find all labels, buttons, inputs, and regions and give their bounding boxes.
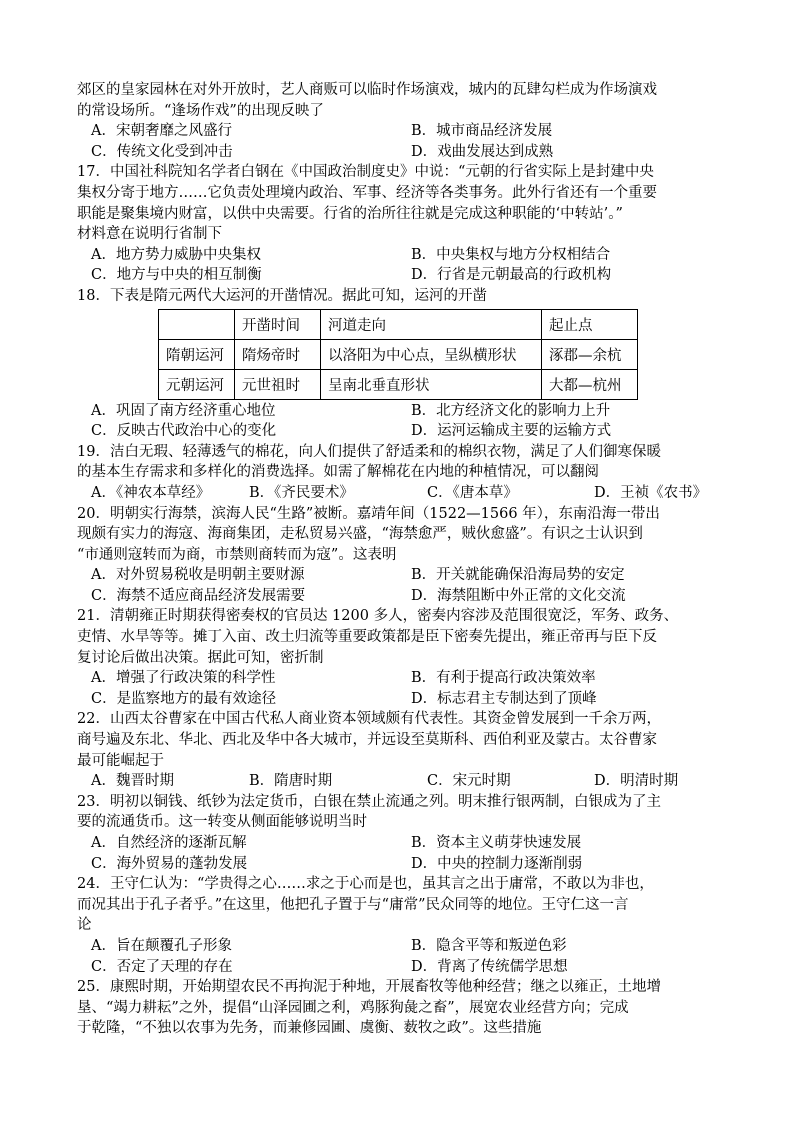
q19-option-c: C．《唐本草》 [427,484,518,501]
q23-line-2: 要的流通货币。这一转变从侧面能够说明当时 [77,814,367,831]
q20-line-2: 现颇有实力的海寇、海商集团，走私贸易兴盛，“海禁愈严，贼伙愈盛”。有识之士认识到 [77,526,643,543]
canal-table-header-time: 开凿时间 [235,309,321,339]
q19-option-d: D．王祯《农书》 [594,484,708,501]
q23-options-row-1 [77,833,717,854]
q24-line-2: 而况其出于孔子者乎。”在这里，他把孔子置于与“庸常”民众同等的地位。王守仁这一言 [77,896,629,913]
canal-table-cell: 隋炀帝时 [235,339,321,369]
q23-option-a: A．自然经济的逐渐瓦解 [91,835,247,851]
q20-option-b: B．开关就能确保沿海局势的安定 [411,567,625,584]
q19-options-row [77,483,717,504]
q22-option-b: B．隋唐时期 [249,773,333,790]
canal-table-header-row [159,309,638,339]
q23-option-b: B．资本主义萌芽快速发展 [411,835,582,851]
q23-option-d: D．中央的控制力逐渐削弱 [411,855,583,872]
q20-line-1: 20．明朝实行海禁，滨海人民“生路”被断。嘉靖年间（1522—1566 年），东南沿海一带出 [77,505,660,522]
q17-option-b: B．中央集权与地方分权相结合 [411,246,611,263]
canal-table-header-direction: 河道走向 [321,309,542,339]
q19-option-b: B．《齐民要术》 [249,484,354,501]
q16-options-row-2 [77,142,717,163]
canal-table-cell: 呈南北垂直形状 [321,369,542,399]
q24-options-row-1 [77,936,717,957]
q22-line-1: 22．山西太谷曹家在中国古代私人商业资本领域颇有代表性。其资金曾发展到一千余万两， [77,711,661,728]
q20-option-c: C．海禁不适应商品经济发展需要 [91,587,306,604]
q21-line-1: 21．清朝雍正时期获得密奏权的官员达 1200 多人，密奏内容涉及范围很宽泛，军务、政务、 [77,608,679,625]
q17-line-3: 职能是聚集境内财富，以供中央需要。行省的治所往往就是完成这种职能的‘中转站’。” [77,205,623,222]
canal-table-cell: 元世祖时 [235,369,321,399]
q24-option-b: B．隐含平等和叛逆色彩 [411,937,567,954]
q17-option-d: D．行省是元朝最高的行政机构 [411,267,612,284]
q22-options-row [77,771,717,792]
canal-table-header-endpoints: 起止点 [542,309,638,339]
q18-option-c: C．反映古代政治中心的变化 [91,423,277,440]
q20-options-row-2 [77,586,717,607]
q16-options-row-1 [77,121,717,142]
q19-option-a: A．《神农本草经》 [91,484,211,501]
canal-table-cell: 大都—杭州 [542,369,638,399]
q21-option-d: D．标志君主专制达到了顶峰 [411,690,597,707]
q16-option-b: B．城市商品经济发展 [411,123,553,140]
q23-option-c: C．海外贸易的蓬勃发展 [91,855,248,872]
q24-options-row-2 [77,957,717,978]
q21-option-b: B．有利于提高行政决策效率 [411,670,596,687]
q17-line-1: 17．中国社科院知名学者白钢在《中国政治制度史》中说：“元朝的行省实际上是封建中央 [77,164,654,181]
q24-line-1: 24．王守仁认为：“学贵得之心……求之于心而是也，虽其言之出于庸常，不敢以为非也， [77,876,654,893]
q16-line-1: 郊区的皇家园林在对外开放时，艺人商贩可以临时作场演戏，城内的瓦肆勾栏成为作场演戏 [77,82,657,98]
q21-line-2: 吏情、水旱等等。摊丁入亩、改土归流等重要政策都是臣下密奏先提出，雍正帝再与臣下反 [77,629,657,646]
q24-option-a: A．旨在颠覆孔子形象 [91,937,232,954]
table-row [159,339,638,369]
q18-options-row-1 [77,401,717,422]
q25-line-1: 25．康熙时期，开始期望农民不再拘泥于种地，开展畜牧等他种经营；继之以雍正，土地增 [77,979,661,996]
q17-line-2: 集权分寄于地方……它负责处理境内政治、军事、经济等各类事务。此外行省还有一个重要 [77,184,657,201]
q16-option-c: C．传统文化受到冲击 [91,143,233,160]
q17-options-row-2 [77,265,717,286]
q17-option-c: C．地方与中央的相互制衡 [91,267,262,284]
q22-option-c: C．宋元时期 [427,773,511,790]
q17-options-row-1 [77,245,717,266]
q22-option-d: D．明清时期 [594,773,679,790]
canal-table-cell: 以洛阳为中心点，呈纵横形状 [321,339,542,369]
canal-table-cell: 元朝运河 [159,369,235,399]
q16-option-d: D．戏曲发展达到成熟 [411,143,554,160]
q18-option-d: D．运河运输成主要的运输方式 [411,423,612,440]
q20-option-a: A．对外贸易税收是明朝主要财源 [91,567,305,584]
q20-option-d: D．海禁阻断中外正常的文化交流 [411,587,626,604]
canal-table-cell: 涿郡—余杭 [542,339,638,369]
q21-options-row-1 [77,668,717,689]
q20-line-3: “市通则寇转而为商，市禁则商转而为寇”。这表明 [77,546,397,563]
q17-line-4: 材料意在说明行省制下 [77,226,222,243]
q18-option-a: A．巩固了南方经济重心地位 [91,402,276,419]
q16-option-a: A．宋朝奢靡之风盛行 [91,123,232,140]
q25-line-2: 垦、“竭力耕耘”之外，提倡“山泽园圃之利，鸡豚狗彘之畜”，展宽农业经营方向；完成 [77,999,629,1016]
canal-table [158,309,638,400]
canal-table-header-blank [159,309,235,339]
canal-table-cell: 隋朝运河 [159,339,235,369]
table-row [159,369,638,399]
q25-line-3: 于乾隆，“不独以农事为先务，而兼修园圃、虞衡、薮牧之政”。这些措施 [77,1020,542,1037]
q16-line-2: 的常设场所。“逢场作戏”的出现反映了 [77,102,324,119]
q21-options-row-2 [77,689,717,710]
q20-options-row-1 [77,565,717,586]
q18-line-1: 18．下表是隋元两代大运河的开凿情况。据此可知，运河的开凿 [77,287,487,304]
q22-line-3: 最可能崛起于 [77,752,164,769]
q18-option-b: B．北方经济文化的影响力上升 [411,402,611,419]
q19-line-1: 19．洁白无瑕、轻薄透气的棉花，向人们提供了舒适柔和的棉织衣物，满足了人们御寒保暖 [77,443,661,460]
q21-option-c: C．是监察地方的最有效途径 [91,690,277,707]
q21-option-a: A．增强了行政决策的科学性 [91,670,276,687]
exam-page [77,80,717,1039]
q18-options-row-2 [77,421,717,442]
q23-options-row-2 [77,854,717,875]
q19-line-2: 的基本生存需求和多样化的消费选择。如需了解棉花在内地的种植情况，可以翻阅 [77,464,599,481]
q17-option-a: A．地方势力威胁中央集权 [91,246,261,263]
q24-option-d: D．背离了传统儒学思想 [411,958,568,975]
q22-line-2: 商号遍及东北、华北、西北及华中各大城市，并远设至莫斯科、西伯利亚及蒙古。太谷曹家 [77,732,657,749]
q23-line-1: 23．明初以铜钱、纸钞为法定货币，白银在禁止流通之列。明末推行银两制，白银成为了主 [77,793,661,810]
q21-line-3: 复讨论后做出决策。据此可知，密折制 [77,649,324,666]
q24-option-c: C．否定了天理的存在 [91,958,233,975]
q22-option-a: A．魏晋时期 [91,773,174,790]
q24-line-3: 论 [77,917,92,934]
